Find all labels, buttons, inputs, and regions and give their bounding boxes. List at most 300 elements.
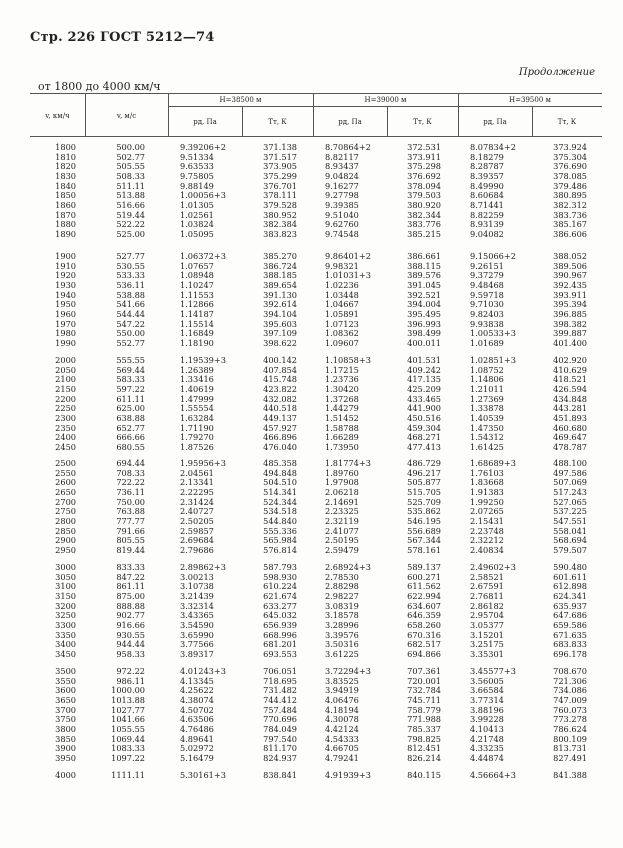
cell-t2: 373.911 [407,151,441,162]
cell-t2: 400.011 [407,337,441,348]
cell-p2: 8.82117 [325,151,359,162]
cell-p1: 1.79270 [180,432,214,443]
cell-t2: 556.689 [407,525,441,536]
cell-p1: 9.63533 [180,161,214,172]
cell-kmh: 2200 [55,393,76,404]
cell-p3: 9.26151 [470,260,504,271]
cell-t2: 376.692 [407,170,441,181]
cell-p1: 1.15514 [180,318,214,329]
cell-t2: 771.988 [407,714,441,725]
cell-ms: 547.22 [116,318,145,329]
cell-t1: 633.277 [263,600,297,611]
cell-p2: 4.79241 [325,752,359,763]
cell-ms: 1027.77 [111,704,145,715]
cell-p2: 3.08319 [325,600,359,611]
sub-header-t-2: Тт, К [413,118,432,126]
cell-t2: 600.271 [407,571,441,582]
cell-ms: 569.44 [116,364,145,375]
cell-p2: 3.61225 [325,648,359,659]
cell-kmh: 3050 [55,571,76,582]
cell-p1: 3.32314 [180,600,214,611]
cell-p1: 2.40727 [180,506,214,517]
cell-ms: 538.88 [116,289,145,300]
cell-p3: 2.67591 [470,581,504,592]
cell-p1: 1.33416 [180,374,214,385]
cell-p2: 1.30420 [325,383,359,394]
cell-kmh: 3850 [55,733,76,744]
cell-t2: 380.920 [407,199,441,210]
cell-t2: 395.495 [407,308,441,319]
cell-p2: 9.51040 [325,209,359,220]
cell-p3: 2.40834 [470,544,504,555]
cell-p2: 2.98227 [325,590,359,601]
cell-t2: 372.531 [407,142,441,152]
cell-p3: 2.23748 [470,525,504,536]
cell-p1: 3.21439 [180,590,214,601]
cell-t2: 622.994 [407,590,441,601]
cell-p2: 1.09607 [325,337,359,348]
cell-t1: 621.674 [263,590,297,601]
cell-p3: 1.27369 [470,393,504,404]
cell-ms: 916.66 [116,619,145,630]
cell-t3: 696.178 [553,648,587,659]
cell-t3: 841.388 [553,770,587,780]
cell-p2: 9.27798 [325,190,359,201]
cell-t2: 682.517 [407,639,441,650]
cell-t2: 389.576 [407,270,441,281]
cell-ms: 750.00 [116,496,145,507]
cell-p3: 8.28787 [470,161,504,172]
cell-kmh: 1870 [55,209,76,220]
cell-ms: 638.88 [116,412,145,423]
cell-t3: 426.594 [553,383,587,394]
cell-p1: 1.12866 [180,299,214,310]
cell-p3: 2.07265 [470,506,504,517]
cell-p1: 3.00213 [180,571,214,582]
cell-p1: 2.69684 [180,535,214,546]
cell-p3: 9.37279 [470,270,504,281]
cell-kmh: 1940 [55,289,76,300]
cell-p2: 2.06218 [325,486,359,497]
cell-t2: 396.993 [407,318,441,329]
cell-t2: 758.779 [407,704,441,715]
cell-p2: 9.62760 [325,219,359,230]
cell-t1: 718.695 [263,675,297,686]
cell-p1: 4.25622 [180,685,214,696]
cell-ms: 861.11 [116,581,145,592]
cell-kmh: 2100 [55,374,76,385]
cell-kmh: 1980 [55,328,76,339]
cell-t3: 390.967 [553,270,587,281]
cell-t3: 590.480 [553,562,587,572]
cell-p2: 1.23736 [325,374,359,385]
cell-p3: 1.21011 [470,383,504,394]
cell-p3: 3.25175 [470,639,504,650]
cell-kmh: 3500 [55,666,76,676]
cell-kmh: 3750 [55,714,76,725]
cell-t2: 394.004 [407,299,441,310]
cell-p3: 1.01689 [470,337,504,348]
cell-p2: 1.51452 [325,412,359,423]
cell-ms: 652.77 [116,422,145,433]
cell-kmh: 1830 [55,170,76,181]
cell-ms: 511.11 [116,180,145,191]
cell-ms: 722.22 [116,477,145,488]
cell-t2: 732.784 [407,685,441,696]
cell-t3: 558.041 [553,525,587,536]
cell-p3: 9.59718 [470,289,504,300]
cell-kmh: 3300 [55,619,76,630]
cell-p1: 4.89641 [180,733,214,744]
cell-t3: 373.924 [553,142,587,152]
cell-p3: 3.45577+3 [470,666,516,676]
cell-p2: 4.18194 [325,704,359,715]
cell-t1: 397.109 [263,328,297,339]
cell-kmh: 2950 [55,544,76,555]
cell-t3: 827.491 [553,752,587,763]
cell-t3: 402.920 [553,355,587,365]
cell-p1: 1.07657 [180,260,214,271]
cell-p1: 4.13345 [180,675,214,686]
cell-ms: 508.33 [116,170,145,181]
cell-t2: 525.709 [407,496,441,507]
cell-p1: 9.75805 [180,170,214,181]
cell-t1: 382.384 [263,219,297,230]
cell-t2: 417.135 [407,374,441,385]
cell-t3: 378.085 [553,170,587,181]
cell-p1: 9.51334 [180,151,214,162]
cell-p3: 9.48468 [470,279,504,290]
cell-t1: 415.748 [263,374,297,385]
cell-ms: 1000.00 [111,685,145,696]
cell-t2: 382.344 [407,209,441,220]
cell-t1: 797.540 [263,733,297,744]
cell-t3: 488.100 [553,458,587,468]
cell-ms: 736.11 [116,486,145,497]
cell-kmh: 2000 [55,355,76,365]
col-header-v-kmh: v, км/ч [45,112,70,120]
cell-ms: 694.44 [116,458,145,468]
cell-t1: 770.696 [263,714,297,725]
cell-kmh: 2900 [55,535,76,546]
cell-p2: 9.04824 [325,170,359,181]
cell-kmh: 2750 [55,506,76,517]
cell-t2: 535.862 [407,506,441,517]
cell-t1: 504.510 [263,477,297,488]
cell-p3: 9.82403 [470,308,504,319]
cell-p3: 3.35301 [470,648,504,659]
page-header: Стр. 226 ГОСТ 5212—74 [30,30,215,45]
cell-t1: 375.299 [263,170,297,181]
cell-p3: 4.33235 [470,743,504,754]
cell-kmh: 2650 [55,486,76,497]
cell-t2: 386.661 [407,251,441,261]
cell-p1: 1.00056+3 [180,190,226,201]
cell-t3: 786.624 [553,723,587,734]
cell-t2: 392.521 [407,289,441,300]
cell-ms: 583.33 [116,374,145,385]
cell-t1: 744.412 [263,694,297,705]
cell-kmh: 2450 [55,441,76,452]
col-header-v-ms: v, м/с [116,112,137,120]
cell-p1: 5.02972 [180,743,214,754]
cell-t2: 496.217 [407,467,441,478]
cell-t2: 401.531 [407,355,441,365]
cell-t1: 838.841 [263,770,297,780]
cell-p1: 1.40619 [180,383,214,394]
cell-t3: 393.911 [553,289,587,300]
cell-t2: 745.711 [407,694,441,705]
cell-ms: 1069.44 [111,733,145,744]
cell-kmh: 2400 [55,432,76,443]
cell-t2: 646.359 [407,610,441,621]
cell-p3: 8.60684 [470,190,504,201]
cell-p1: 9.88149 [180,180,214,191]
cell-p3: 1.61425 [470,441,504,452]
cell-kmh: 3250 [55,610,76,621]
cell-p1: 1.08948 [180,270,214,281]
cell-t3: 388.052 [553,251,587,261]
cell-ms: 680.55 [116,441,145,452]
cell-ms: 1041.66 [111,714,145,725]
cell-t1: 610.224 [263,581,297,592]
cell-p1: 1.19539+3 [180,355,226,365]
cell-ms: 819.44 [116,544,145,555]
cell-kmh: 1960 [55,308,76,319]
cell-p2: 1.81774+3 [325,458,371,468]
cell-ms: 986.11 [116,675,145,686]
cell-p1: 9.39206+2 [180,142,226,152]
cell-p2: 1.08362 [325,328,359,339]
cell-ms: 1097.22 [111,752,145,763]
cell-ms: 555.55 [116,355,145,365]
cell-t2: 459.304 [407,422,441,433]
cell-t3: 612.898 [553,581,587,592]
cell-p3: 1.14806 [470,374,504,385]
cell-p1: 2.89862+3 [180,562,226,572]
cell-t2: 388.115 [407,260,441,271]
cell-t2: 379.503 [407,190,441,201]
cell-t3: 399.887 [553,328,587,339]
cell-t1: 373.905 [263,161,297,172]
cell-p3: 1.99250 [470,496,504,507]
cell-p3: 1.91383 [470,486,504,497]
cell-t3: 708.670 [553,666,587,676]
cell-t1: 383.823 [263,228,297,239]
cell-t3: 760.073 [553,704,587,715]
cell-t3: 434.848 [553,393,587,404]
cell-t1: 395.603 [263,318,297,329]
cell-p1: 5.30161+3 [180,770,226,780]
cell-p2: 4.06476 [325,694,359,705]
cell-p1: 1.26389 [180,364,214,375]
cell-p1: 1.06372+3 [180,251,226,261]
cell-kmh: 3700 [55,704,76,715]
cell-t1: 398.622 [263,337,297,348]
cell-ms: 527.77 [116,251,145,261]
cell-t3: 721.306 [553,675,587,686]
cell-kmh: 3100 [55,581,76,592]
cell-p1: 1.16849 [180,328,214,339]
cell-t2: 812.451 [407,743,441,754]
cell-p2: 1.44279 [325,403,359,414]
cell-p2: 1.04667 [325,299,359,310]
cell-p2: 4.30078 [325,714,359,725]
cell-t3: 410.629 [553,364,587,375]
table-header-bottom-rule [30,136,602,137]
cell-p1: 1.14187 [180,308,214,319]
cell-t3: 579.507 [553,544,587,555]
height-header-2: H=39000 м [364,96,407,104]
cell-t3: 671.635 [553,629,587,640]
cell-t1: 524.344 [263,496,297,507]
cell-p2: 4.66705 [325,743,359,754]
cell-ms: 791.66 [116,525,145,536]
cell-p1: 2.13341 [180,477,214,488]
cell-p3: 3.88196 [470,704,504,715]
cell-kmh: 1910 [55,260,76,271]
table-top-rule [30,93,602,94]
cell-t3: 601.611 [553,571,587,582]
cell-ms: 958.33 [116,648,145,659]
cell-p3: 4.21748 [470,733,504,744]
cell-kmh: 3200 [55,600,76,611]
cell-p2: 1.17215 [325,364,359,375]
cell-p2: 2.88298 [325,581,359,592]
cell-t3: 375.304 [553,151,587,162]
cell-t1: 811.170 [263,743,297,754]
cell-kmh: 1840 [55,180,76,191]
cell-t2: 826.214 [407,752,441,763]
cell-p1: 3.54590 [180,619,214,630]
cell-ms: 530.55 [116,260,145,271]
cell-t2: 785.337 [407,723,441,734]
cell-ms: 536.11 [116,279,145,290]
cell-kmh: 1820 [55,161,76,172]
cell-p3: 3.15201 [470,629,504,640]
cell-ms: 888.88 [116,600,145,611]
height-header-rule [168,106,602,107]
cell-p2: 2.59479 [325,544,359,555]
cell-t3: 647.686 [553,610,587,621]
cell-p2: 9.74548 [325,228,359,239]
cell-t1: 432.082 [263,393,297,404]
cell-p2: 4.54333 [325,733,359,744]
cell-p1: 2.79686 [180,544,214,555]
cell-ms: 541.66 [116,299,145,310]
cell-p3: 2.86182 [470,600,504,611]
cell-t2: 611.562 [407,581,441,592]
sub-header-p-1: pд, Па [193,118,217,126]
cell-p3: 4.10413 [470,723,504,734]
cell-p1: 4.01243+3 [180,666,226,676]
cell-t1: 693.553 [263,648,297,659]
cell-p2: 3.83525 [325,675,359,686]
cell-t3: 624.341 [553,590,587,601]
cell-p1: 1.47999 [180,393,214,404]
cell-p2: 1.01031+3 [325,270,371,281]
cell-kmh: 2250 [55,403,76,414]
cell-ms: 519.44 [116,209,145,220]
cell-ms: 1111.11 [111,770,145,780]
cell-ms: 1083.33 [111,743,145,754]
cell-t1: 394.104 [263,308,297,319]
cell-kmh: 3900 [55,743,76,754]
cell-p2: 4.91939+3 [325,770,371,780]
cell-t1: 555.336 [263,525,297,536]
cell-p1: 1.03824 [180,219,214,230]
cell-p2: 2.78530 [325,571,359,582]
cell-p3: 2.76811 [470,590,504,601]
cell-p1: 2.22295 [180,486,214,497]
cell-ms: 522.22 [116,219,145,230]
cell-t2: 720.001 [407,675,441,686]
cell-p1: 3.10738 [180,581,214,592]
cell-kmh: 2600 [55,477,76,488]
cell-t1: 576.814 [263,544,297,555]
cell-t2: 383.776 [407,219,441,230]
cell-ms: 833.33 [116,562,145,572]
cell-t1: 587.793 [263,562,297,572]
cell-t1: 371.138 [263,142,297,152]
cell-t2: 441.900 [407,403,441,414]
cell-kmh: 3550 [55,675,76,686]
cell-kmh: 3000 [55,562,76,572]
cell-kmh: 2300 [55,412,76,423]
cell-t1: 494.848 [263,467,297,478]
cell-t2: 546.195 [407,515,441,526]
cell-kmh: 4000 [55,770,76,780]
cell-p3: 2.58521 [470,571,504,582]
cell-p1: 4.76486 [180,723,214,734]
cell-t1: 824.937 [263,752,297,763]
cell-kmh: 1890 [55,228,76,239]
cell-p3: 1.00533+3 [470,328,516,339]
cell-t1: 388.185 [263,270,297,281]
cell-p3: 3.99228 [470,714,504,725]
cell-t2: 375.298 [407,161,441,172]
cell-t3: 469.647 [553,432,587,443]
cell-t1: 784.049 [263,723,297,734]
cell-t3: 386.606 [553,228,587,239]
cell-p3: 1.54312 [470,432,504,443]
cell-p1: 2.04561 [180,467,214,478]
cell-t3: 443.281 [553,403,587,414]
cell-kmh: 1850 [55,190,76,201]
cell-ms: 525.00 [116,228,145,239]
cell-p2: 1.66289 [325,432,359,443]
cell-p2: 1.58788 [325,422,359,433]
cell-ms: 513.88 [116,190,145,201]
cell-p2: 2.14691 [325,496,359,507]
cell-p3: 8.07834+2 [470,142,516,152]
cell-p1: 1.05095 [180,228,214,239]
cell-p2: 8.93437 [325,161,359,172]
cell-t2: 468.271 [407,432,441,443]
cell-t1: 407.854 [263,364,297,375]
cell-ms: 847.22 [116,571,145,582]
cell-p1: 3.89317 [180,648,214,659]
cell-t1: 476.040 [263,441,297,452]
cell-t3: 747.009 [553,694,587,705]
cell-ms: 708.33 [116,467,145,478]
cell-p3: 8.18279 [470,151,504,162]
cell-t1: 385.270 [263,251,297,261]
cell-t1: 440.518 [263,403,297,414]
cell-kmh: 1900 [55,251,76,261]
cell-t1: 681.201 [263,639,297,650]
cell-p2: 2.41077 [325,525,359,536]
